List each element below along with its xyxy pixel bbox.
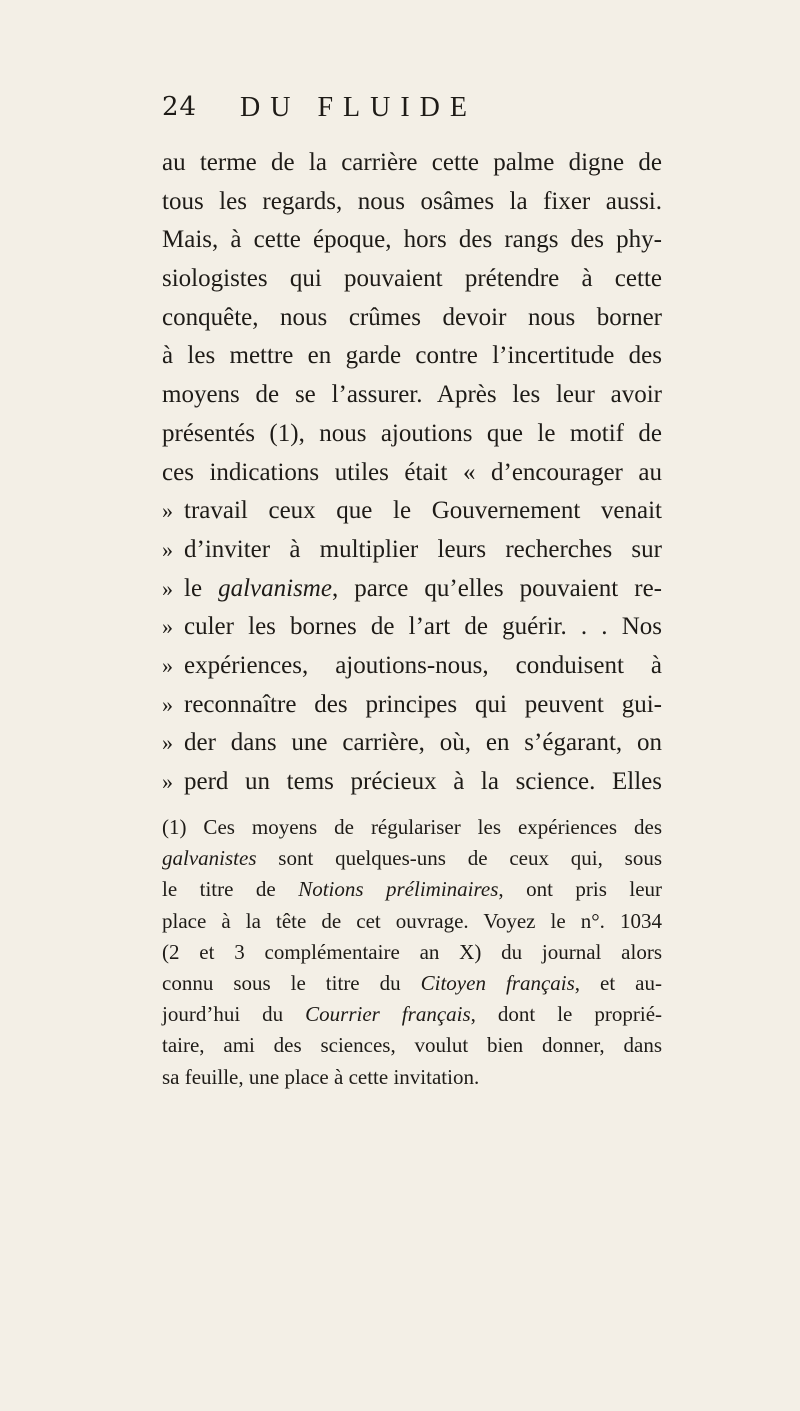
text-segment: taire, ami des sciences, voulut bien donner, dans <box>162 1033 662 1058</box>
page-number: 24 <box>162 92 198 122</box>
text-segment: le <box>184 574 219 602</box>
text-line <box>162 570 662 609</box>
text-segment: , parce qu’elles pouvaient re- <box>331 574 662 602</box>
text-line <box>162 299 662 338</box>
text-segment: , dont le proprié- <box>470 1002 663 1027</box>
footnote-line <box>162 1030 662 1061</box>
text-segment: d’inviter à multiplier leurs recherches sur <box>184 535 662 563</box>
text-segment: siologistes qui pouvaient prétendre à cette <box>162 265 662 293</box>
text-segment: présentés (1), nous ajoutions que le motif de <box>162 419 662 447</box>
page-header <box>162 92 662 136</box>
text-segment: expériences, ajoutions-nous, conduisent à <box>184 651 662 679</box>
text-line <box>162 647 662 686</box>
footnote-line <box>162 937 662 968</box>
text-segment: connu sous le titre du <box>162 970 421 995</box>
text-line <box>162 337 662 376</box>
quote-mark: » <box>162 536 173 562</box>
text-line <box>162 686 662 725</box>
text-segment: (2 et 3 complémentaire an X) du journal alors <box>162 939 662 964</box>
text-segment: ces indications utiles était « d’encourager au <box>162 458 662 486</box>
italic-text: Notions préliminaires <box>298 877 499 902</box>
text-segment: , et au- <box>574 970 662 995</box>
quote-mark: » <box>162 769 173 794</box>
text-line <box>162 763 662 802</box>
italic-text: Courrier français <box>305 1002 471 1027</box>
text-line <box>162 260 662 299</box>
text-line <box>162 454 662 493</box>
footnote-line <box>162 812 662 843</box>
running-title: DU FLUIDE <box>240 92 477 123</box>
italic-text: Citoyen français <box>420 970 575 995</box>
text-line <box>162 724 662 763</box>
footnote-line <box>162 968 662 999</box>
quote-mark: » <box>162 730 173 756</box>
footnote <box>162 812 662 1093</box>
text-line <box>162 376 662 415</box>
text-line <box>162 608 662 647</box>
text-segment: sont quelques-uns de ceux qui, sous <box>256 846 662 871</box>
text-line <box>162 531 662 570</box>
footnote-line <box>162 1062 662 1093</box>
quote-mark: » <box>162 614 173 640</box>
text-segment: tous les regards, nous osâmes la fixer aussi. <box>162 187 662 215</box>
text-line <box>162 415 662 454</box>
footnote-line <box>162 906 662 937</box>
text-segment: travail ceux que le Gouvernement venait <box>184 497 662 525</box>
text-line <box>162 144 662 183</box>
text-segment: (1) Ces moyens de régulariser les expériences des <box>162 815 662 839</box>
italic-text: galvanisme <box>218 574 332 602</box>
text-segment: moyens de se l’assurer. Après les leur avoir <box>162 381 662 409</box>
text-segment: Mais, à cette époque, hors des rangs des phy- <box>162 226 662 254</box>
text-segment: der dans une carrière, où, en s’égarant, on <box>184 729 662 757</box>
italic-text: galvanistes <box>162 846 257 871</box>
footnote-line <box>162 843 662 874</box>
text-line <box>162 492 662 531</box>
quote-mark: » <box>162 498 173 524</box>
quote-mark: » <box>162 652 173 678</box>
text-segment: conquête, nous crûmes devoir nous borner <box>162 303 662 331</box>
quote-mark: » <box>162 575 173 601</box>
main-text <box>162 144 662 802</box>
footnote-line <box>162 874 662 905</box>
text-segment: reconnaître des principes qui peuvent gui- <box>184 690 662 718</box>
text-segment: sa feuille, une place à cette invitation. <box>162 1064 480 1089</box>
text-line <box>162 183 662 222</box>
text-segment: au terme de la carrière cette palme digne de <box>162 149 662 176</box>
quote-mark: » <box>162 691 173 717</box>
text-segment: perd un tems précieux à la science. Elles <box>184 768 662 795</box>
text-line <box>162 221 662 260</box>
text-segment: culer les bornes de l’art de guérir. . . Nos <box>184 613 662 641</box>
text-segment: place à la tête de cet ouvrage. Voyez le n°. 1034 <box>162 908 662 933</box>
footnote-line <box>162 999 662 1030</box>
text-segment: jourd’hui du <box>162 1002 306 1027</box>
text-segment: le titre de <box>162 877 299 902</box>
text-segment: , ont pris leur <box>498 877 663 902</box>
text-segment: à les mettre en garde contre l’incertitude des <box>162 342 662 370</box>
